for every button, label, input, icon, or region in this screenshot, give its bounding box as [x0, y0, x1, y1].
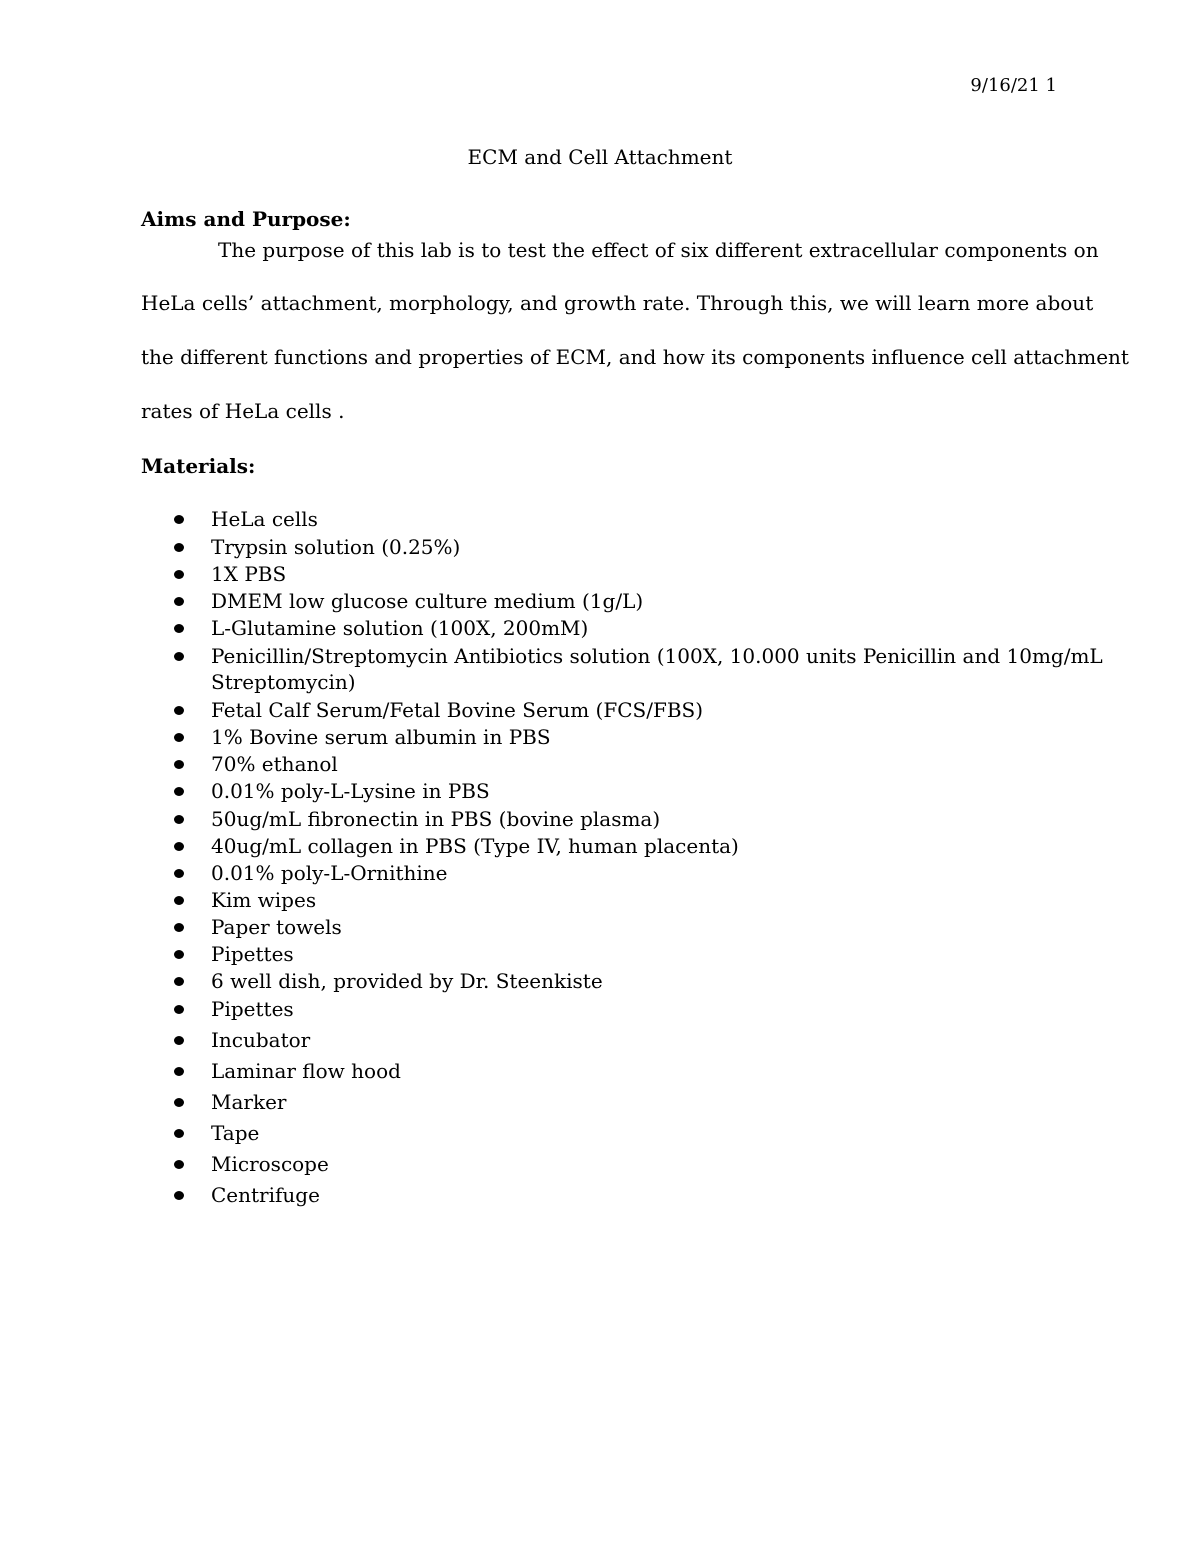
- bullet-icon: [174, 950, 184, 959]
- bullet-icon: [174, 787, 184, 796]
- bullet-icon: [174, 652, 184, 661]
- materials-item-text: Tape: [211, 1121, 260, 1145]
- bullet-icon: [174, 515, 184, 524]
- materials-item-text: Microscope: [211, 1152, 329, 1176]
- materials-item-text: Pipettes: [211, 942, 294, 966]
- materials-item-text: HeLa cells: [211, 507, 318, 531]
- bullet-icon: [174, 842, 184, 851]
- aims-paragraph-line: The purpose of this lab is to test the effect of six different extracellular components on: [218, 238, 1099, 262]
- materials-item-text: Pipettes: [211, 997, 294, 1021]
- bullet-icon: [174, 1129, 184, 1138]
- aims-paragraph-line: the different functions and properties of ECM, and how its components influence cell attachment: [141, 345, 1129, 369]
- materials-item-text: 1X PBS: [211, 562, 287, 586]
- materials-item-text: Penicillin/Streptomycin Antibiotics solution (100X, 10.000 units Penicillin and 10mg/mL: [211, 644, 1103, 668]
- materials-item-text: DMEM low glucose culture medium (1g/L): [211, 589, 644, 613]
- bullet-icon: [174, 706, 184, 715]
- bullet-icon: [174, 1036, 184, 1045]
- materials-item-text: 40ug/mL collagen in PBS (Type IV, human placenta): [211, 834, 739, 858]
- materials-item-text: Centrifuge: [211, 1183, 320, 1207]
- materials-item-continuation: Streptomycin): [211, 670, 356, 694]
- materials-item-text: 0.01% poly-L-Lysine in PBS: [211, 779, 490, 803]
- materials-item-text: 1% Bovine serum albumin in PBS: [211, 725, 551, 749]
- bullet-icon: [174, 1191, 184, 1200]
- document-title: ECM and Cell Attachment: [467, 145, 733, 169]
- materials-item-text: Paper towels: [211, 915, 342, 939]
- materials-item-text: 6 well dish, provided by Dr. Steenkiste: [211, 969, 603, 993]
- bullet-icon: [174, 624, 184, 633]
- materials-item-text: 50ug/mL fibronectin in PBS (bovine plasma): [211, 807, 661, 831]
- materials-heading: Materials:: [141, 454, 256, 478]
- bullet-icon: [174, 760, 184, 769]
- materials-item-text: L-Glutamine solution (100X, 200mM): [211, 616, 589, 640]
- bullet-icon: [174, 896, 184, 905]
- bullet-icon: [174, 1005, 184, 1014]
- page-header-date-number: 9/16/21 1: [970, 75, 1057, 96]
- materials-item-text: Marker: [211, 1090, 287, 1114]
- materials-item-text: Laminar flow hood: [211, 1059, 401, 1083]
- bullet-icon: [174, 977, 184, 986]
- bullet-icon: [174, 815, 184, 824]
- aims-paragraph-line: rates of HeLa cells .: [141, 399, 345, 423]
- aims-paragraph-line: HeLa cells’ attachment, morphology, and growth rate. Through this, we will learn more about: [141, 291, 1094, 315]
- materials-item-text: Kim wipes: [211, 888, 317, 912]
- aims-heading: Aims and Purpose:: [141, 207, 351, 231]
- bullet-icon: [174, 543, 184, 552]
- bullet-icon: [174, 1160, 184, 1169]
- materials-item-text: Trypsin solution (0.25%): [211, 535, 461, 559]
- bullet-icon: [174, 570, 184, 579]
- bullet-icon: [174, 733, 184, 742]
- bullet-icon: [174, 1067, 184, 1076]
- bullet-icon: [174, 597, 184, 606]
- bullet-icon: [174, 1098, 184, 1107]
- materials-item-text: Fetal Calf Serum/Fetal Bovine Serum (FCS/FBS): [211, 698, 704, 722]
- bullet-icon: [174, 923, 184, 932]
- materials-item-text: 70% ethanol: [211, 752, 338, 776]
- bullet-icon: [174, 869, 184, 878]
- materials-item-text: 0.01% poly-L-Ornithine: [211, 861, 448, 885]
- materials-item-text: Incubator: [211, 1028, 311, 1052]
